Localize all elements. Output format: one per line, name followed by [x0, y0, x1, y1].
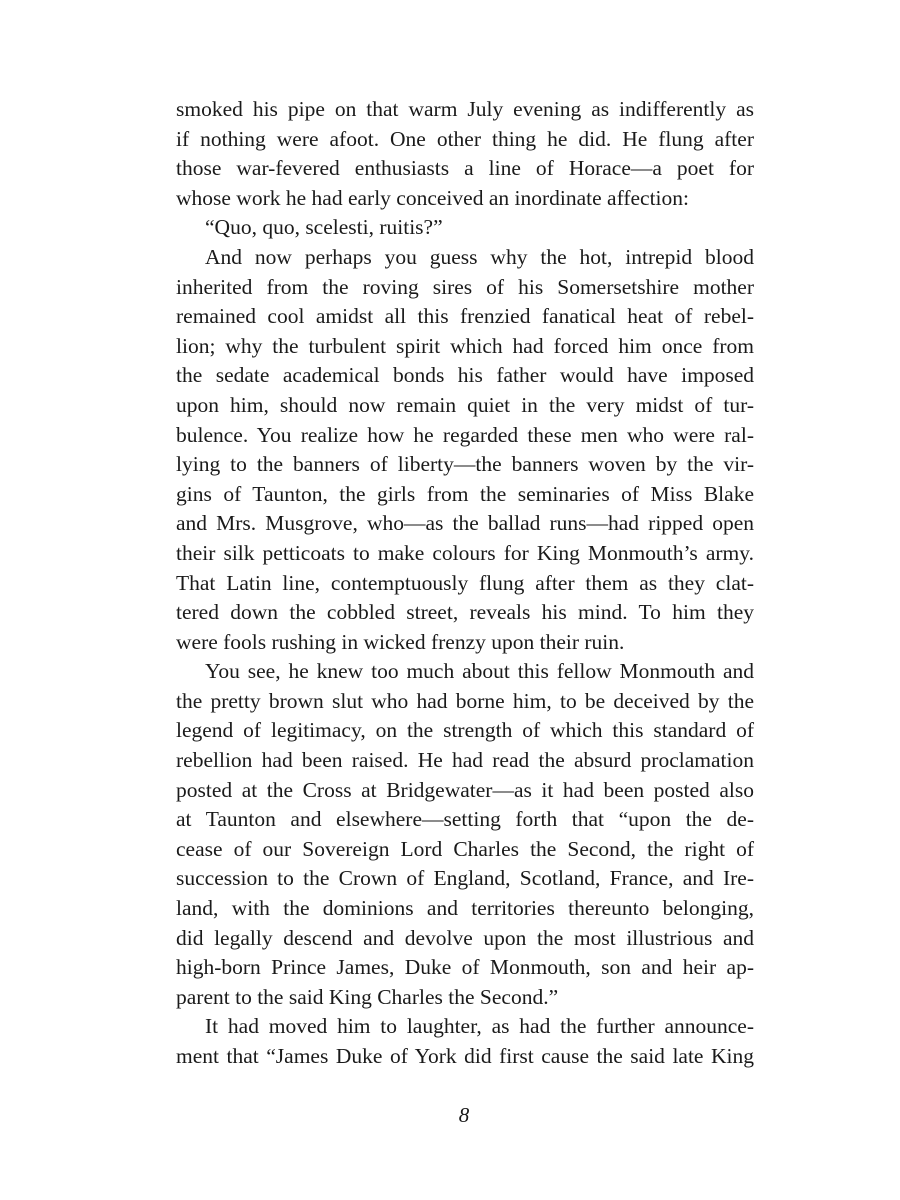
text-line: tered down the cobbled street, reveals his mind. To him they: [176, 600, 754, 625]
text-line: bulence. You realize how he regarded these men who were ral-: [176, 422, 754, 447]
text-line: remained cool amidst all this frenzied fanatical heat of rebel-: [176, 304, 754, 329]
text-line: That Latin line, contemptuously flung after them as they clat-: [176, 570, 754, 595]
text-line: lion; why the turbulent spirit which had forced him once from: [176, 333, 754, 358]
text-line: inherited from the roving sires of his Somersetshire mother: [176, 274, 754, 299]
text-line: “Quo, quo, scelesti, ruitis?”: [205, 215, 443, 240]
paragraph-4: [176, 657, 754, 1012]
text-line: cease of our Sovereign Lord Charles the Second, the right of: [176, 836, 754, 861]
text-line: lying to the banners of liberty—the banners woven by the vir-: [176, 452, 754, 477]
text-line: succession to the Crown of England, Scotland, France, and Ire-: [176, 866, 754, 891]
text-line: whose work he had early conceived an inordinate affection:: [176, 185, 690, 210]
text-line: legend of legitimacy, on the strength of which this standard of: [176, 718, 754, 743]
text-line: It had moved him to laughter, as had the further announce-: [205, 1014, 754, 1039]
text-line: smoked his pipe on that warm July evening as indifferently as: [176, 97, 754, 121]
text-line: the sedate academical bonds his father would have imposed: [176, 363, 754, 388]
text-line: high-born Prince James, Duke of Monmouth, son and heir ap-: [176, 955, 754, 980]
text-line: the pretty brown slut who had borne him, to be deceived by the: [176, 688, 754, 713]
paragraph-3: [176, 243, 754, 657]
text-line: You see, he knew too much about this fellow Monmouth and: [205, 659, 754, 684]
paragraph-2-quote: [176, 213, 754, 243]
text-line: upon him, should now remain quiet in the very midst of tur-: [176, 392, 754, 417]
text-line: did legally descend and devolve upon the most illustrious and: [176, 925, 754, 950]
text-line: and Mrs. Musgrove, who—as the ballad runs—had ripped open: [176, 511, 754, 536]
text-line: their silk petticoats to make colours for King Monmouth’s army.: [176, 540, 754, 565]
text-line: rebellion had been raised. He had read the absurd proclamation: [176, 748, 754, 773]
text-line: gins of Taunton, the girls from the seminaries of Miss Blake: [176, 481, 754, 506]
paragraph-5: [176, 1012, 754, 1071]
page-number: 8: [458, 1103, 470, 1127]
text-line: those war-fevered enthusiasts a line of Horace—a poet for: [176, 156, 754, 181]
body-text: [176, 95, 754, 1072]
text-line: And now perhaps you guess why the hot, intrepid blood: [205, 244, 754, 269]
text-line: land, with the dominions and territories thereunto belonging,: [176, 896, 754, 921]
text-line: if nothing were afoot. One other thing he did. He flung after: [176, 126, 754, 151]
paragraph-1: [176, 95, 754, 213]
text-line: at Taunton and elsewhere—setting forth that “upon the de-: [176, 807, 754, 832]
text-line: parent to the said King Charles the Second.”: [176, 984, 559, 1009]
text-line: ment that “James Duke of York did first cause the said late King: [176, 1044, 754, 1068]
text-line: were fools rushing in wicked frenzy upon their ruin.: [176, 629, 625, 654]
text-line: posted at the Cross at Bridgewater—as it had been posted also: [176, 777, 754, 802]
